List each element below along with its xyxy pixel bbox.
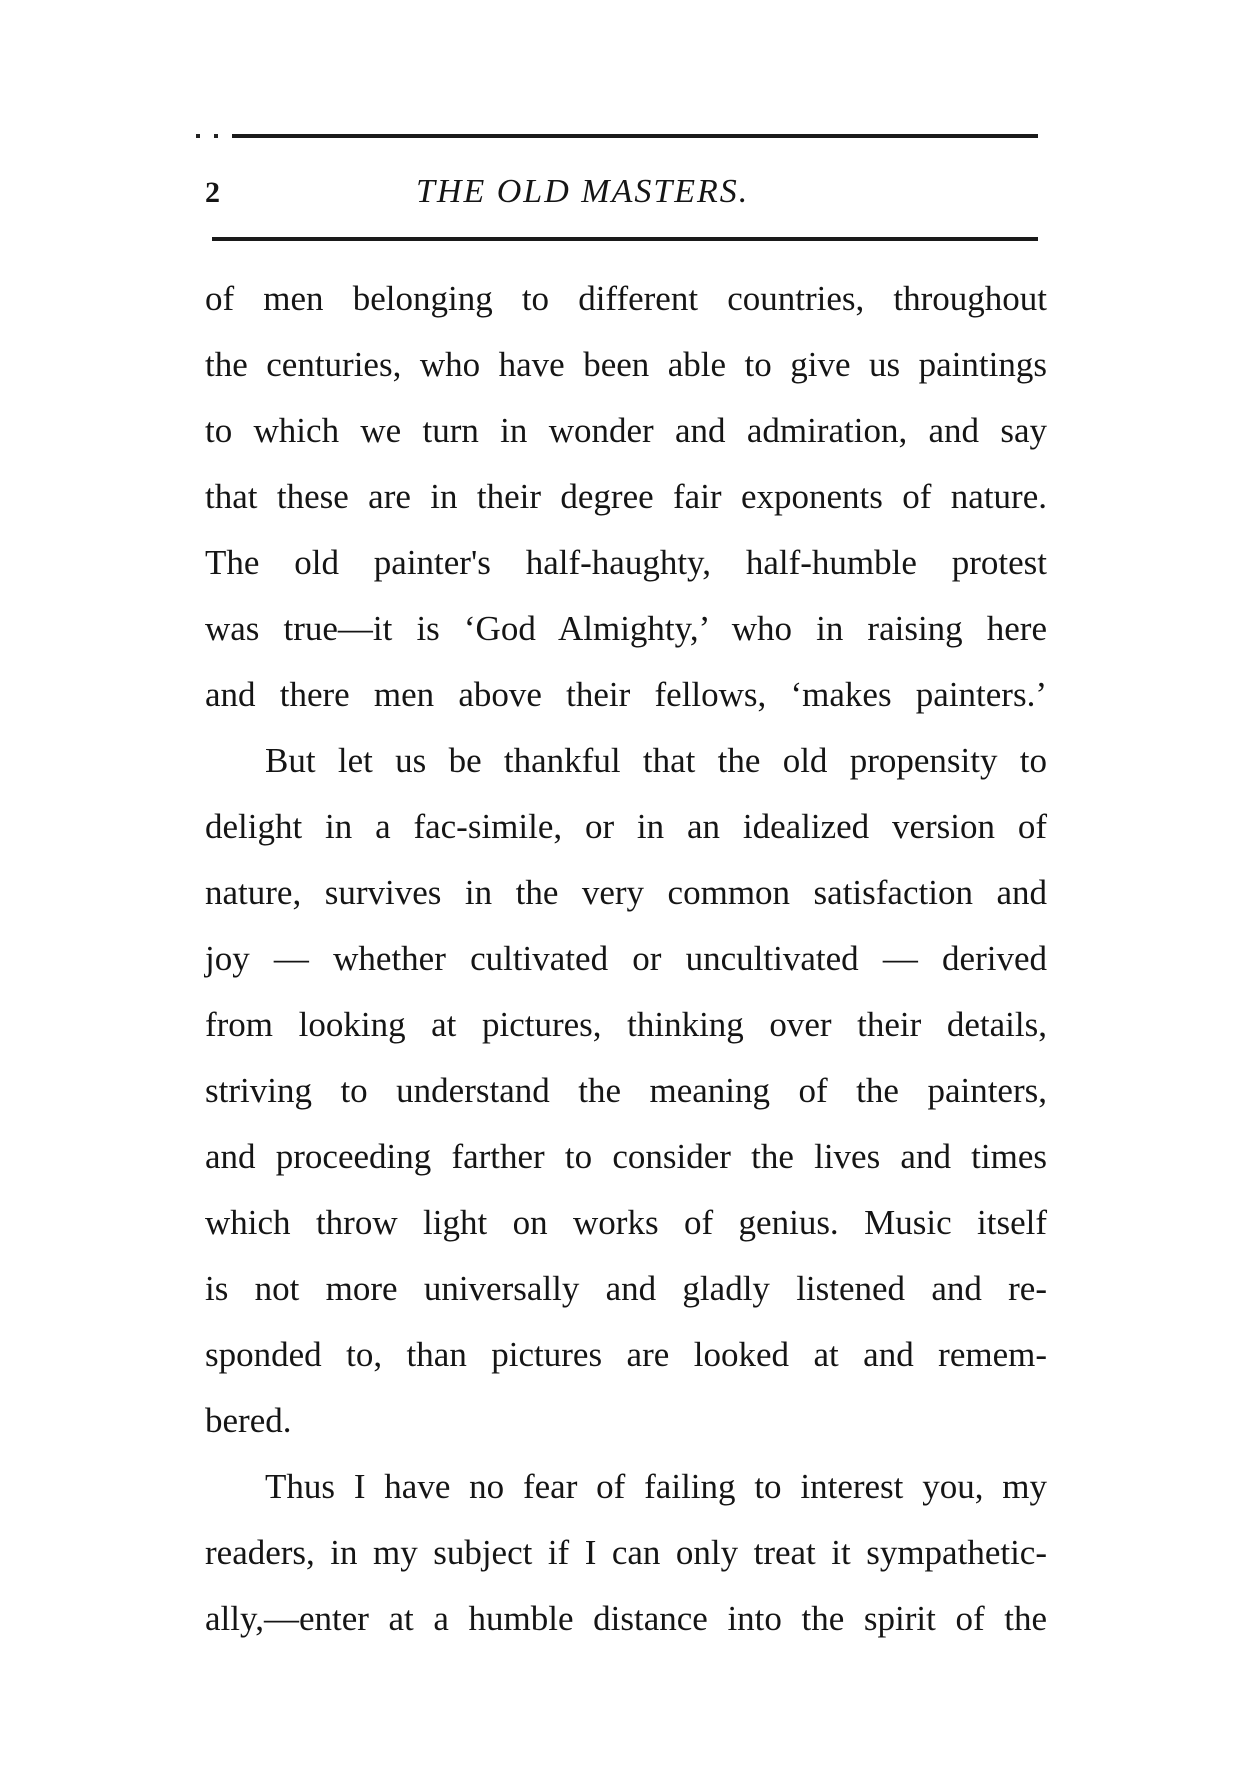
text-line: delight in a fac-simile, or in an idealized version of xyxy=(205,807,1047,846)
header-ornament-dot xyxy=(196,134,200,138)
text-line: the centuries, who have been able to give us paintings xyxy=(205,345,1047,384)
text-line: joy — whether cultivated or uncultivated — derived xyxy=(205,939,1047,978)
text-line: is not more universally and gladly listened and re- xyxy=(205,1269,1047,1308)
header-bottom-rule xyxy=(212,237,1038,241)
text-line: ally,—enter at a humble distance into the spirit of the xyxy=(205,1599,1047,1638)
text-line: The old painter's half-haughty, half-humble protest xyxy=(205,543,1047,582)
text-line: of men belonging to different countries, throughout xyxy=(205,279,1047,318)
text-line: to which we turn in wonder and admiration, and say xyxy=(205,411,1047,450)
text-line: was true—it is ‘God Almighty,’ who in raising here xyxy=(205,609,1047,648)
body-text xyxy=(205,266,1047,1652)
text-line: and proceeding farther to consider the lives and times xyxy=(205,1137,1047,1176)
text-line: striving to understand the meaning of the painters, xyxy=(205,1071,1047,1110)
running-head: THE OLD MASTERS. xyxy=(416,173,750,210)
text-line: But let us be thankful that the old propensity to xyxy=(265,741,1047,780)
text-line: from looking at pictures, thinking over their details, xyxy=(205,1005,1047,1044)
text-line: readers, in my subject if I can only treat it sympathetic- xyxy=(205,1533,1047,1572)
text-line: that these are in their degree fair exponents of nature. xyxy=(205,477,1047,516)
page-number: 2 xyxy=(205,176,220,209)
text-line: and there men above their fellows, ‘makes painters.’ xyxy=(205,675,1047,714)
text-line: sponded to, than pictures are looked at and remem- xyxy=(205,1335,1047,1374)
text-line: bered. xyxy=(205,1401,292,1440)
text-line: Thus I have no fear of failing to interest you, my xyxy=(265,1467,1047,1506)
text-line: which throw light on works of genius. Music itself xyxy=(205,1203,1047,1242)
text-line: nature, survives in the very common satisfaction and xyxy=(205,873,1047,912)
header-ornament-dot xyxy=(214,134,218,138)
header-top-rule xyxy=(232,134,1038,138)
